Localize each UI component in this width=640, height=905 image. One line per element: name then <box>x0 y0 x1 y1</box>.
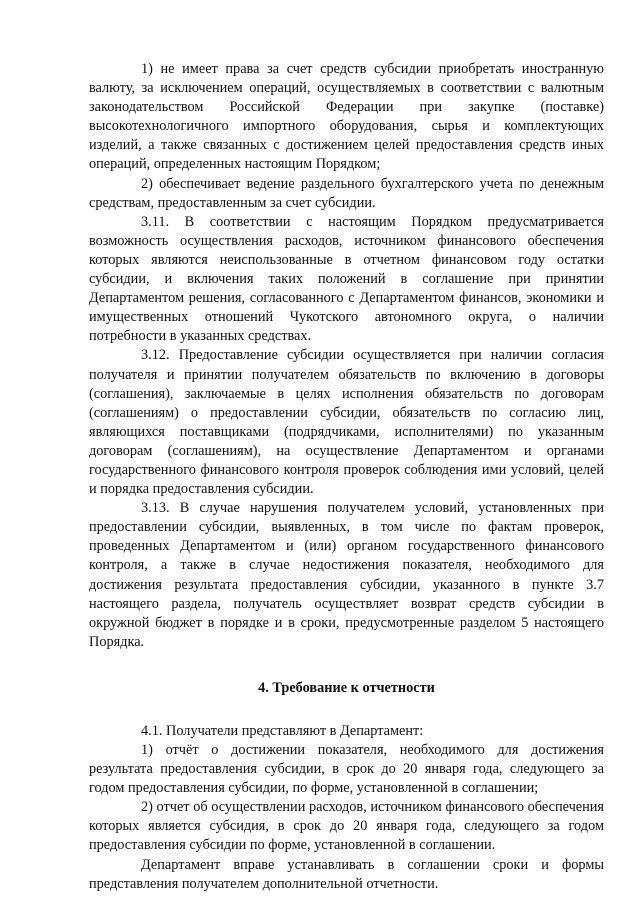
paragraph-4-1-subitem-1: 1) отчёт о достижении показателя, необходимого для достижения результата предоставления субсидии, в срок до 20 января года, следующего за годом предоставления субсидии, по форме, установленной в соглашении; <box>89 742 604 797</box>
paragraph-1-subitem-no-foreign-currency: 1) не имеет права за счет средств субсидии приобретать иностранную валюту, за исключением операций, осуществляемых в соответствии с валютным законодательством Российской Федерации при закупке (поставке) высокотехнологичного импортного оборудования, сырья и комплектующих изделий, а также связанных с достижением целей предоставления средств иных операций, определенных настоящим Порядком; <box>89 61 604 173</box>
paragraph-additional-reporting: Департамент вправе устанавливать в соглашении сроки и формы представления получателем дополнительной отчетности. <box>89 856 604 892</box>
paragraph-4-1: 4.1. Получатели представляют в Департамент: <box>141 722 424 739</box>
paragraph-3-12: 3.12. Предоставление субсидии осуществляется при наличии согласия получателя и принятии получателем обязательств по включению в договоры (соглашения), заключаемые в целях исполнения обязательств по договорам (соглашениям) о предоставлении субсидии, обязательств по согласию лиц, являющихся поставщиками (подрядчиками, исполнителями) по указанным договорам (соглашениям), на осуществление Департаментом и органами государственного финансового контроля проверок соблюдения ими условий, целей и порядка предоставления субсидии. <box>89 347 604 498</box>
paragraph-3-13: 3.13. В случае нарушения получателем условий, установленных при предоставлении субсидии, выявленных, в том числе по фактам проверок, проведенных Департаментом и (или) органом государственного финансового контроля, а также в случае недостижения показателя, необходимого для достижения результата предоставления субсидии, указанного в пункте 3.7 настоящего раздела, получатель осуществляет возврат средств субсидии в окружной бюджет в порядке и в сроки, предусмотренные разделом 5 настоящего Порядка. <box>89 500 604 650</box>
paragraph-4-1-subitem-2: 2) отчет об осуществлении расходов, источником финансового обеспечения которых является субсидия, в срок до 20 января года, следующего за годом предоставления субсидии по форме, установленной в соглашении. <box>89 799 604 854</box>
section-heading-reporting: 4. Требование к отчетности <box>258 679 435 696</box>
paragraph-2-subitem-separate-accounting: 2) обеспечивает ведение раздельного бухгалтерского учета по денежным средствам, предоставленным за счет субсидии. <box>89 175 604 211</box>
paragraph-3-11: 3.11. В соответствии с настоящим Порядком предусматривается возможность осуществления расходов, источником финансового обеспечения которых являются неиспользованные в отчетном финансовом году остатки субсидии, и включения таких положений в соглашение при принятии Департаментом решения, согласованного с Департаментом финансов, экономики и имущественных отношений Чукотского автономного округа, о наличии потребности в указанных средствах. <box>89 213 604 345</box>
